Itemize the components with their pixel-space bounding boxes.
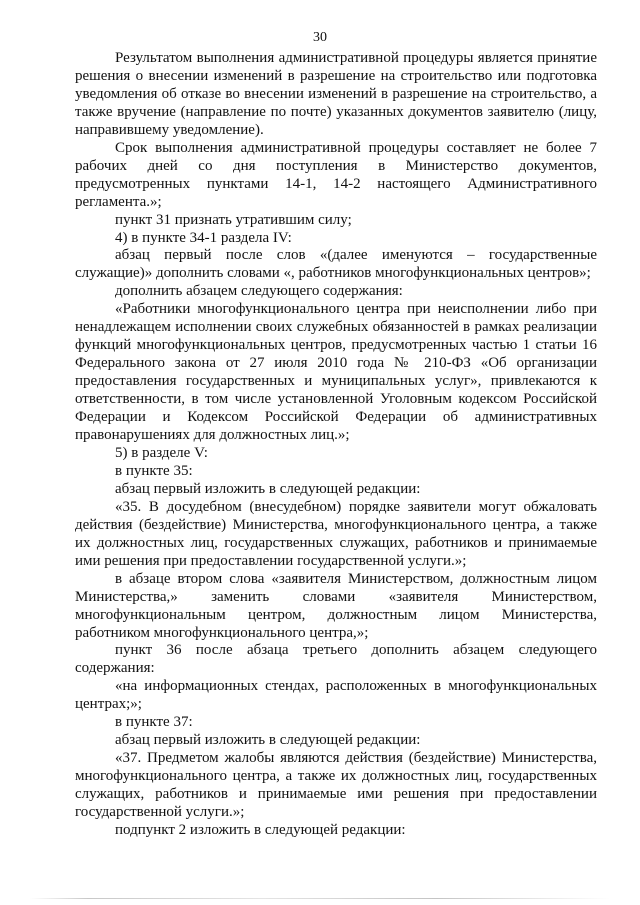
scan-artifact-line (30, 898, 610, 899)
paragraph: «35. В досудебном (внесудебном) порядке заявители могут обжаловать действия (бездействие) Министерства, многофункционального центра, а также их должностных лиц, государственных служащих, работников и принимаемые ими решения при предоставлении государственной услуги.»; (75, 498, 597, 569)
paragraph: Срок выполнения административной процедуры составляет не более 7 рабочих дней со дня поступления в Министерство документов, предусмотренных пунктами 14-1, 14-2 настоящего Административного регламента.»; (75, 139, 597, 210)
paragraph: дополнить абзацем следующего содержания: (115, 283, 403, 300)
document-body (75, 50, 597, 840)
paragraph: абзац первый после слов «(далее именуются – государственные служащие)» дополнить словами «, работников многофункциональных центров»; (75, 247, 597, 282)
paragraph: в пункте 35: (115, 462, 193, 479)
paragraph: в абзаце втором слова «заявителя Министерством, должностным лицом Министерства,» заменить словами «заявителя Министерством, многофункциональным центром, должностным лицом Министерства, работником многофункционального центра,»; (75, 570, 597, 641)
page-number: 30 (313, 30, 327, 45)
paragraph: подпункт 2 изложить в следующей редакции: (115, 821, 406, 838)
paragraph: «на информационных стендах, расположенных в многофункциональных центрах;»; (75, 678, 597, 713)
paragraph: 5) в разделе V: (115, 444, 208, 461)
paragraph: 4) в пункте 34-1 раздела IV: (115, 229, 292, 246)
paragraph: абзац первый изложить в следующей редакции: (115, 480, 421, 497)
paragraph: «37. Предметом жалобы являются действия (бездействие) Министерства, многофункционального центра, а также их должностных лиц, государственных служащих, работников и принимаемые ими решения при предоставлении государственной услуги.»; (75, 750, 597, 821)
paragraph: пункт 31 признать утратившим силу; (115, 211, 352, 228)
paragraph: в пункте 37: (115, 714, 193, 731)
paragraph: Результатом выполнения административной процедуры является принятие решения о внесении изменений в разрешение на строительство или подготовка уведомления об отказе во внесении изменений в разрешение на строительство, а также вручение (направление по почте) указанных документов заявителю (лицу, направившему уведомление). (75, 50, 597, 138)
paragraph: абзац первый изложить в следующей редакции: (115, 732, 421, 749)
paragraph: «Работники многофункционального центра при неисполнении либо при ненадлежащем исполнении своих служебных обязанностей в рамках реализации функций многофункциональных центров, предусмотренных частью 1 статьи 16 Федерального закона от 27 июля 2010 года № 210-ФЗ «Об организации предоставления государственных и муниципальных услуг», привлекаются к ответственности, в том числе установленной Уголовным кодексом Российской Федерации и Кодексом Российской Федерации об административных правонарушениях для должностных лиц.»; (75, 301, 597, 444)
paragraph: пункт 36 после абзаца третьего дополнить абзацем следующего содержания: (75, 642, 597, 677)
